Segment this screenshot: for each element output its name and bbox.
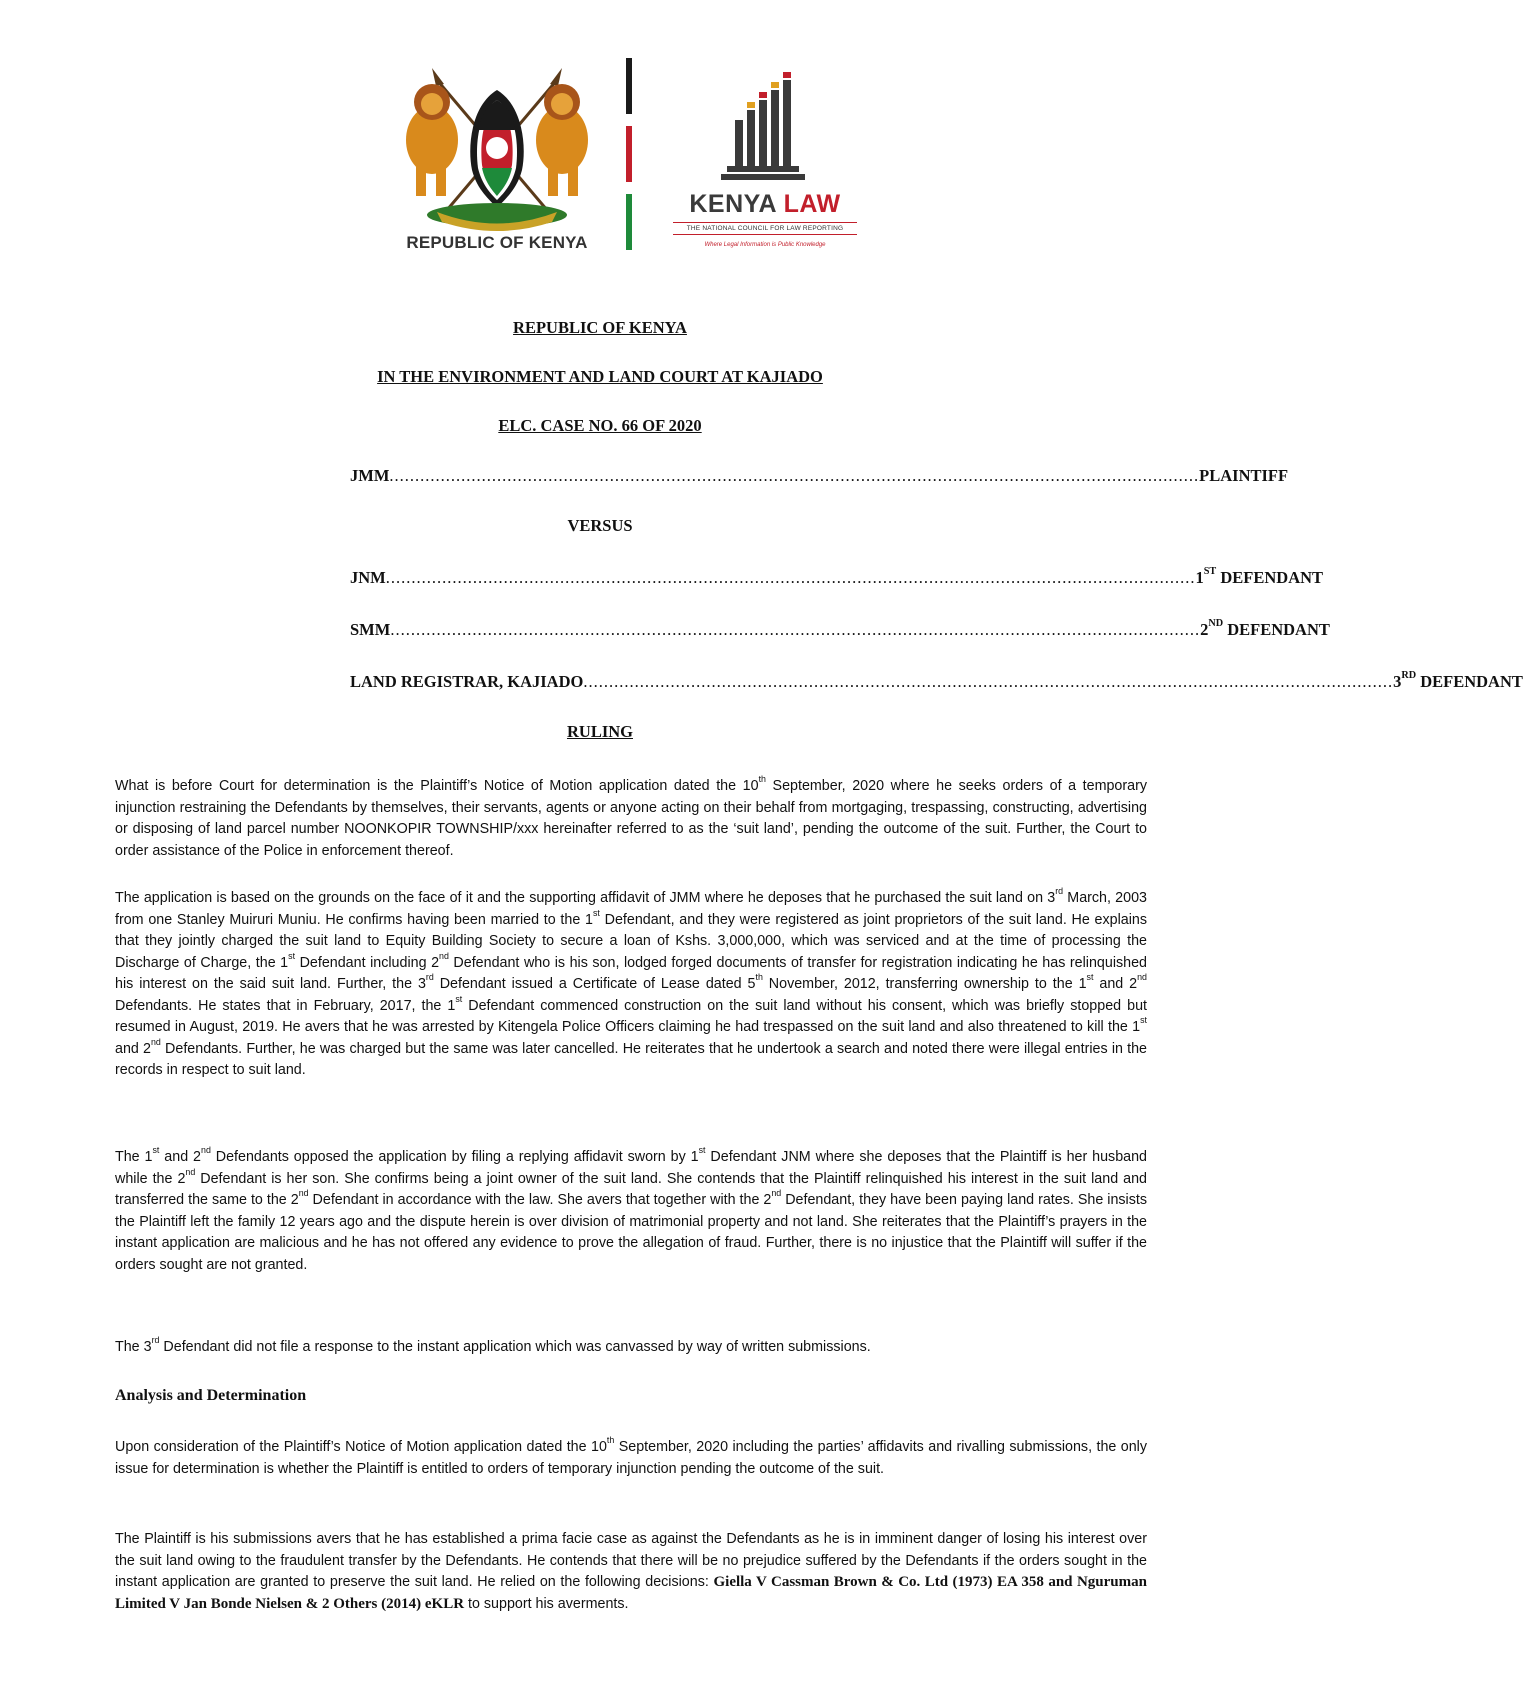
paragraph-issue bbox=[115, 1437, 1147, 1480]
party-name: JMM bbox=[350, 466, 390, 485]
paragraph-text: Defendant JNM where she deposes that the Plaintiff is her husband while the 2 bbox=[115, 1149, 1148, 1187]
ordinal-suffix: nd bbox=[185, 1166, 196, 1177]
paragraph-text: September, 2020 including the parties’ affidavits and rivalling submissions, the only issue for determination is whether the Plaintiff is entitled to orders of temporary injunction pending the outcome of the suit. bbox=[115, 1439, 1147, 1477]
paragraph-text: Defendants opposed the application by filing a replying affidavit sworn by 1 bbox=[210, 1149, 699, 1165]
paragraph-text: November, 2012, transferring ownership to the 1 bbox=[762, 976, 1087, 992]
coat-of-arms-caption: REPUBLIC OF KENYA bbox=[406, 233, 588, 252]
ordinal-suffix: th bbox=[755, 972, 763, 983]
paragraph-text: March, 2003 from one Stanley Muiruri Muniu. He confirms having been married to the 1 bbox=[115, 890, 1147, 928]
ordinal-suffix: nd bbox=[298, 1188, 309, 1199]
ordinal-suffix: th bbox=[606, 1435, 615, 1446]
paragraph-text: Defendant did not file a response to the instant application which was canvassed by way of written submissions. bbox=[159, 1339, 871, 1355]
paragraph-text: September, 2020 where he seeks orders of a temporary injunction restraining the Defendants by themselves, their servants, agents or anyone acting on their behalf from mortgaging, trespassing, constructing, advertising or disposing of land parcel number NOONKOPIR TOWNSHIP/xxx hereinafter referred to as the ‘suit land’, pending the outcome of the suit. Further, the Court to order assistance of the Police in enforcement thereof. bbox=[115, 778, 1147, 859]
party-name: LAND REGISTRAR, KAJIADO bbox=[350, 672, 584, 691]
paragraph-text: What is before Court for determination is the Plaintiff’s Notice of Motion application dated the 10 bbox=[115, 778, 759, 794]
ordinal-suffix: st bbox=[455, 993, 463, 1004]
paragraph-text: Defendant, and they were registered as joint proprietors of the suit land. He explains that they jointly charged the suit land to Equity Building Society to secure a loan of Kshs. 3,000,000, which was serviced and at the time of processing the Discharge of Charge, the 1 bbox=[115, 911, 1147, 971]
ordinal-suffix: st bbox=[1140, 1015, 1147, 1026]
party-first-defendant: JNM .............................................................................................................................................................. 1ST DEFENDANT bbox=[350, 565, 1324, 587]
kenya-law-word-law: LAW bbox=[783, 190, 841, 218]
paragraph-text: The 3 bbox=[115, 1339, 152, 1355]
kenya-law-wordmark bbox=[665, 190, 865, 219]
paragraph-text: Upon consideration of the Plaintiff’s Notice of Motion application dated the 10 bbox=[115, 1439, 607, 1455]
party-role: DEFENDANT bbox=[1220, 568, 1324, 587]
case-citation: Giella V Cassman Brown & Co. Ltd (1973) EA 358 and Nguruman Limited V Jan Bonde Nielsen & 2 Others (2014) eKLR bbox=[115, 1574, 1147, 1612]
paragraph-application bbox=[115, 776, 1147, 862]
paragraph-opposition bbox=[115, 1147, 1147, 1276]
paragraph-text: Defendant who is his son, lodged forged documents of transfer for registration indicating he has relinquished his interest on the said suit land. Further, the 3 bbox=[115, 954, 1147, 992]
ordinal-suffix: th bbox=[758, 774, 766, 785]
party-ordinal: 1 bbox=[1195, 568, 1204, 587]
ordinal-suffix: rd bbox=[425, 972, 434, 983]
flag-divider-bar bbox=[626, 58, 632, 250]
kenya-law-subtitle: THE NATIONAL COUNCIL FOR LAW REPORTING bbox=[673, 222, 857, 235]
party-name: SMM bbox=[350, 620, 391, 639]
ordinal-suffix: nd bbox=[771, 1188, 782, 1199]
ordinal-suffix: nd bbox=[1137, 972, 1147, 983]
heading-republic: REPUBLIC OF KENYA bbox=[513, 318, 687, 337]
kenya-law-word-kenya: KENYA bbox=[689, 190, 777, 218]
paragraph-text: The application is based on the grounds on the face of it and the supporting affidavit of JMM where he deposes that he purchased the suit land on 3 bbox=[115, 890, 1056, 906]
ordinal-suffix: nd bbox=[151, 1036, 161, 1047]
party-ordinal-suffix: ND bbox=[1208, 617, 1224, 629]
paragraph-third-defendant bbox=[115, 1337, 1147, 1359]
ordinal-suffix: st bbox=[288, 950, 296, 961]
paragraph-text: Defendant is her son. She confirms being a joint owner of the suit land. She contends that the Plaintiff relinquished his interest in the suit land and transferred the same to the 2 bbox=[115, 1170, 1147, 1208]
kenya-law-pillar-icon bbox=[665, 70, 865, 185]
submissions-text: The Plaintiff is his submissions avers that he has established a prima facie case as against the Defendants as he is in imminent danger of losing his interest over the suit land owing to the fraudulent transfer by the Defendants. He contends that there will be no prejudice suffered by the Defendants if the orders sought in the instant application are granted to preserve the suit land. He relied on the following decisions: bbox=[115, 1531, 1147, 1590]
party-role: PLAINTIFF bbox=[1199, 466, 1289, 485]
party-ordinal: 2 bbox=[1200, 620, 1209, 639]
submissions-tail: to support his averments. bbox=[464, 1595, 629, 1612]
party-ordinal: 3 bbox=[1393, 672, 1402, 691]
ordinal-suffix: st bbox=[1086, 972, 1094, 983]
party-role: DEFENDANT bbox=[1227, 620, 1330, 639]
party-ordinal-suffix: ST bbox=[1203, 565, 1217, 577]
ordinal-suffix: st bbox=[698, 1145, 706, 1156]
paragraph-text: The 1 bbox=[115, 1149, 153, 1165]
kenya-law-logo bbox=[665, 70, 865, 260]
party-role: DEFENDANT bbox=[1420, 672, 1523, 691]
party-ordinal-suffix: RD bbox=[1401, 669, 1417, 681]
ordinal-suffix: rd bbox=[151, 1335, 160, 1346]
kenya-law-tagline: Where Legal Information is Public Knowledge bbox=[704, 242, 826, 248]
paragraph-text: Defendants. Further, he was charged but the same was later cancelled. He reiterates that he undertook a search and noted there were illegal entries in the records in respect to suit land. bbox=[115, 1040, 1147, 1078]
ordinal-suffix: nd bbox=[201, 1145, 211, 1156]
ordinal-suffix: st bbox=[592, 907, 600, 918]
paragraph-text: and 2 bbox=[159, 1149, 202, 1165]
ordinal-suffix: st bbox=[152, 1145, 160, 1156]
versus-label: VERSUS bbox=[567, 516, 633, 535]
paragraph-text: Defendant in accordance with the law. She avers that together with the 2 bbox=[308, 1192, 772, 1208]
party-plaintiff: JMM .............................................................................................................................................................. PLAINTIFF bbox=[350, 466, 1289, 485]
party-third-defendant: LAND REGISTRAR, KAJIADO .............................................................................................................................................................. 3RD DEFENDANT bbox=[350, 669, 1523, 691]
paragraph-text: Defendant commenced construction on the suit land without his consent, which was briefly stopped but resumed in August, 2019. He avers that he was arrested by Kitengela Police Officers claiming he had trespassed on the suit land and also threatened to kill the 1 bbox=[115, 997, 1147, 1035]
analysis-heading: Analysis and Determination bbox=[115, 1387, 307, 1404]
paragraph-text: Defendants. He states that in February, 2017, the 1 bbox=[115, 997, 456, 1014]
paragraph-text: and 2 bbox=[1093, 976, 1138, 992]
party-name: JNM bbox=[350, 568, 386, 587]
paragraph-text: Defendant including 2 bbox=[295, 954, 440, 971]
ordinal-suffix: nd bbox=[439, 950, 449, 961]
coat-of-arms-logo bbox=[392, 50, 602, 260]
ordinal-suffix: rd bbox=[1055, 886, 1064, 897]
heading-court: IN THE ENVIRONMENT AND LAND COURT AT KAJIADO bbox=[377, 367, 823, 386]
heading-case-number: ELC. CASE NO. 66 OF 2020 bbox=[498, 416, 702, 435]
paragraph-text: Defendant, they have been paying land rates. She insists the Plaintiff left the family 12 years ago and the dispute herein is over division of matrimonial property and not land. She reiterates that the Plaintiff’s prayers in the instant application are malicious and he has not offered any evidence to prove the allegation of fraud. Further, there is no injustice that the Plaintiff will suffer if the orders sought are not granted. bbox=[115, 1192, 1147, 1273]
paragraph-text: and 2 bbox=[115, 1040, 151, 1057]
paragraph-text: Defendant issued a Certificate of Lease dated 5 bbox=[433, 976, 756, 992]
party-second-defendant: SMM .............................................................................................................................................................. 2ND DEFENDANT bbox=[350, 617, 1330, 639]
paragraph-submissions bbox=[115, 1529, 1147, 1615]
ruling-title: RULING bbox=[566, 722, 633, 741]
paragraph-grounds bbox=[115, 888, 1147, 1082]
